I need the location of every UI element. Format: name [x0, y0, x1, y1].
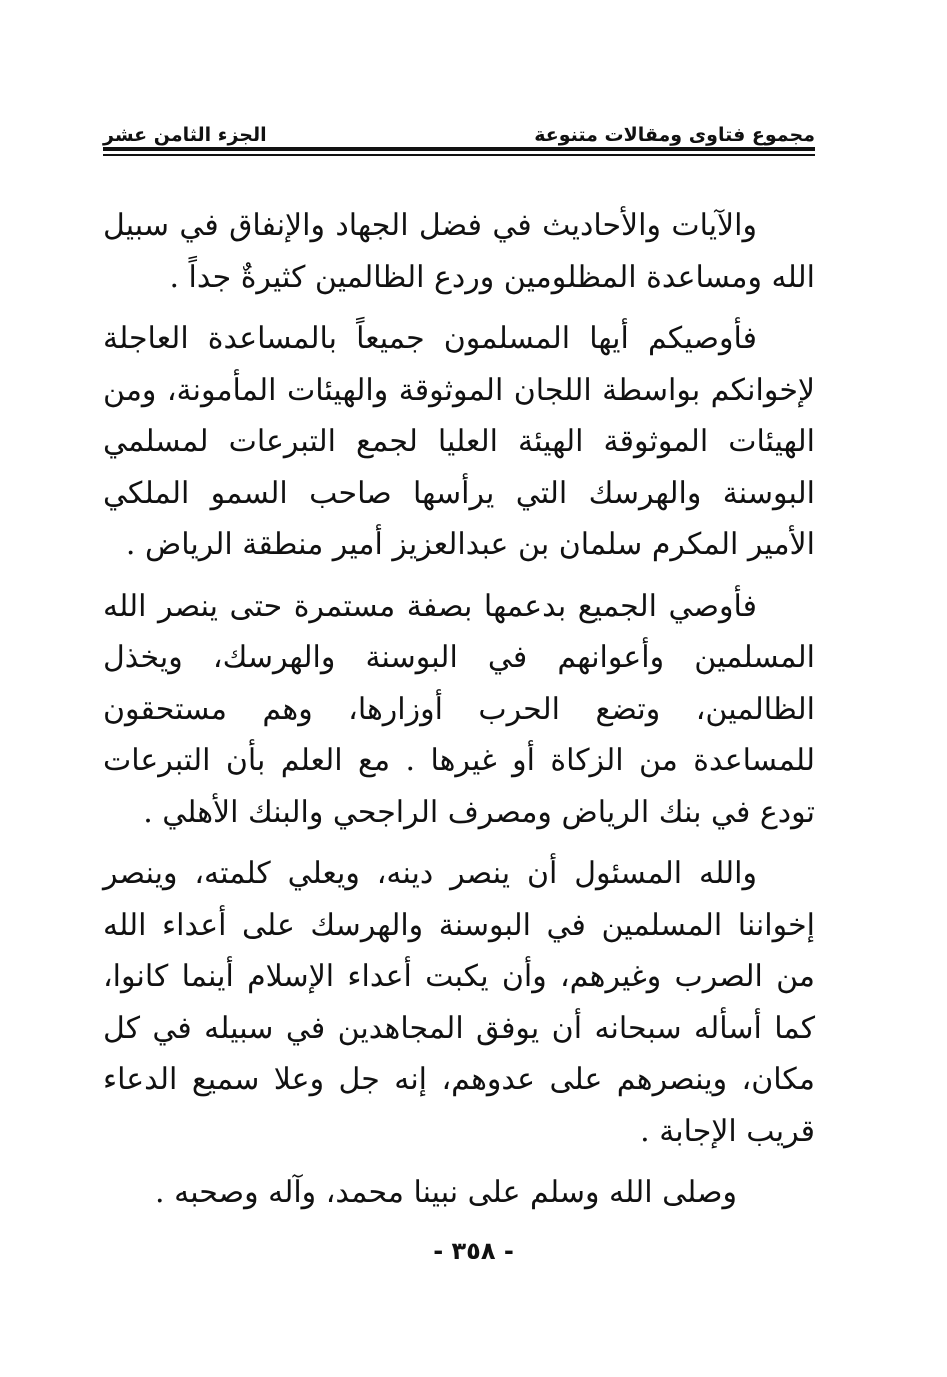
paragraph-3: فأوصي الجميع بدعمها بصفة مستمرة حتى ينصر الله المسلمين وأعوانهم في البوسنة والهرسك، ويخذل الظالمين، وتضع الحرب أوزارها، وهم مستحقون للمساعدة من الزكاة أو غيرها . مع العلم بأن التبرعات تودع في بنك الرياض ومصرف الراجحي والبنك الأهلي .	[103, 588, 815, 830]
paragraph-2: فأوصيكم أيها المسلمون جميعاً بالمساعدة العاجلة لإخوانكم بواسطة اللجان الموثوقة والهيئات المأمونة، ومن الهيئات الموثوقة الهيئة العليا لجمع التبرعات لمسلمي البوسنة والهرسك التي يرأسها صاحب السمو الملكي الأمير المكرم سلمان بن عبدالعزيز أمير منطقة الرياض .	[103, 321, 815, 562]
body-text	[103, 200, 815, 1219]
volume-label: الجزء الثامن عشر	[103, 124, 267, 146]
header-rule-thick	[103, 147, 815, 151]
book-title: مجموع فتاوى ومقالات متنوعة	[534, 124, 815, 146]
header-rule-thin	[103, 154, 815, 156]
closing-line: وصلى الله وسلم على نبينا محمد، وآله وصحبه .	[155, 1175, 737, 1210]
paragraph-1: والآيات والأحاديث في فضل الجهاد والإنفاق في سبيل الله ومساعدة المظلومين وردع الظالمين كثيرةٌ جداً .	[103, 208, 815, 295]
running-header	[103, 110, 815, 146]
page-number: - ٣٥٨ -	[433, 1237, 514, 1265]
paragraph-4: والله المسئول أن ينصر دينه، ويعلي كلمته، وينصر إخواننا المسلمين في البوسنة والهرسك على أعداء الله من الصرب وغيرهم، وأن يكبت أعداء الإسلام أينما كانوا، كما أسأله سبحانه أن يوفق المجاهدين في سبيله في كل مكان، وينصرهم على عدوهم، إنه جل وعلا سميع الدعاء قريب الإجابة .	[103, 856, 815, 1149]
